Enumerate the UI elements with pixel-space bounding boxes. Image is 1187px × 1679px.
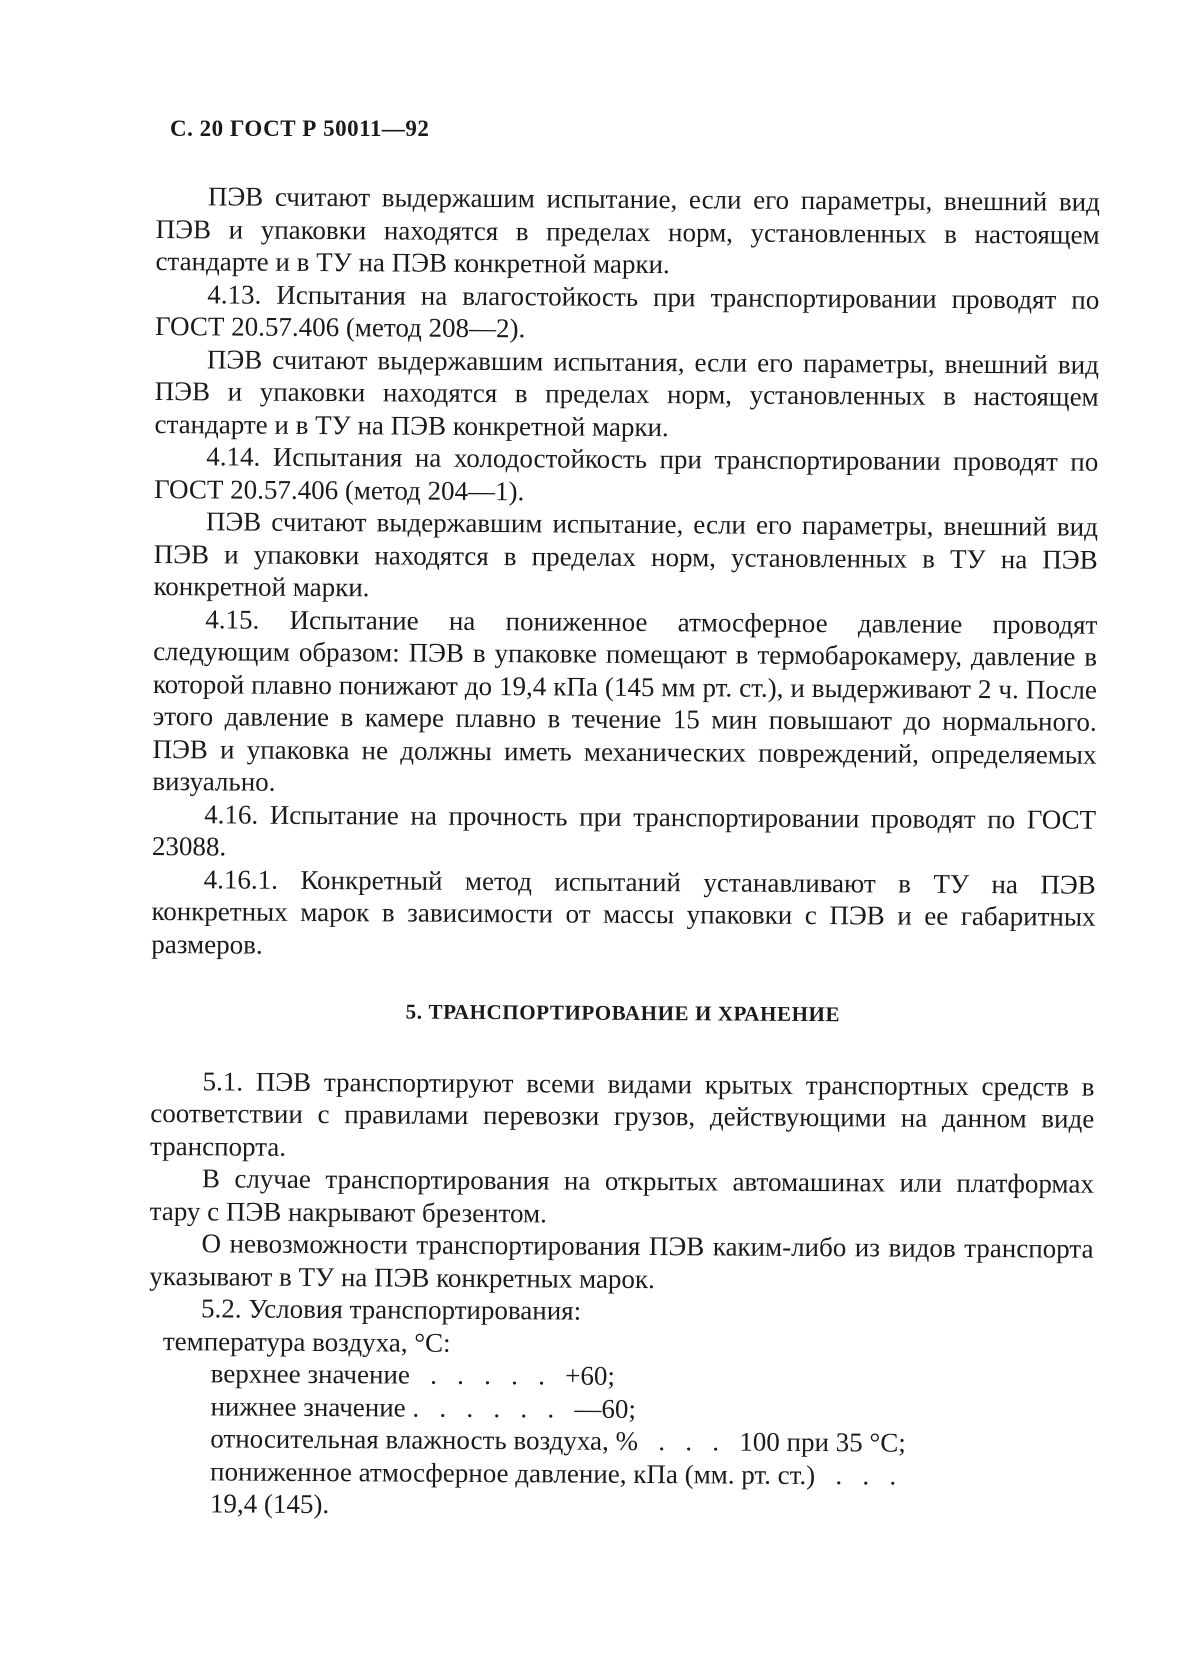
paragraph-4-15: 4.15. Испытание на пониженное атмосферное давление проводят следующим образом: ПЭВ в упаковке помещают в термобарокамеру, давление в которой плавно понижают до 19,4 кПа (145 мм рт. ст.), и выдерживают 2 ч. После этого давление в камере плавно в течение 15 мин повышают до нормального. ПЭВ и упаковка не должны иметь механических повреждений, определяемых визуально. (152, 603, 1098, 797)
upper-temperature-label: верхнее значение . . . . . (210, 1358, 566, 1391)
lower-temperature-value: —60; (574, 1393, 637, 1424)
pressure-value: 19,4 (145). (209, 1488, 330, 1520)
humidity-label: относительная влажность воздуха, % . . . (210, 1423, 740, 1457)
paragraph-5-1-impossible: О невозможности транспортирования ПЭВ каким-либо из видов транспорта указывают в ТУ на ПЭВ конкретных марок. (149, 1228, 1094, 1294)
paragraph-4-13: 4.13. Испытания на влагостойкость при транспортировании проводят по ГОСТ 20.57.406 (метод 208—2). (155, 278, 1100, 344)
page-header: С. 20 ГОСТ Р 50011—92 (170, 116, 430, 141)
temperature-label: температура воздуха, °С: (162, 1325, 451, 1358)
paragraph-4-14-result: ПЭВ считают выдержавшим испытание, если его параметры, внешний вид ПЭВ и упаковки находятся в пределах норм, установленных в ТУ на ПЭВ конкретной марки. (153, 506, 1098, 603)
lower-temperature-label: нижнее значение . . . . . . (210, 1390, 575, 1424)
upper-temperature-value: +60; (565, 1360, 615, 1391)
humidity-row (210, 1422, 1092, 1460)
paragraph-4-14: 4.14. Испытания на холодостойкость при транспортировании проводят по ГОСТ 20.57.406 (метод 204—1). (154, 441, 1099, 506)
paragraph-4-16: 4.16. Испытание на прочность при транспортировании проводят по ГОСТ 23088. (151, 798, 1097, 862)
paragraph-5-1-open: В случае транспортирования на открытых автомашинах или платформах тару с ПЭВ накрывают брезентом. (149, 1163, 1094, 1228)
paragraph-4-13-result: ПЭВ считают выдержавшим испытания, если его параметры, внешний вид ПЭВ и упаковки находятся в пределах норм, установленных в настоящем стандарте и в ТУ на ПЭВ конкретной марки. (154, 343, 1099, 442)
humidity-value: 100 при 35 °С; (739, 1426, 906, 1458)
section-title: 5. ТРАНСПОРТИРОВАНИЕ И ХРАНЕНИЕ (405, 999, 841, 1027)
page-body (148, 180, 1100, 1525)
conditions-title: 5.2. Условия транспортирования: (201, 1293, 582, 1326)
lower-temperature-row (210, 1390, 1092, 1428)
pressure-label: пониженное атмосферное давление, кПа (мм. рт. ст.) . . . (210, 1455, 897, 1491)
paragraph-4-16-1: 4.16.1. Конкретный метод испытаний устанавливают в ТУ на ПЭВ конкретных марок в зависимости от массы упаковки с ПЭВ и ее габаритных размеров. (151, 863, 1096, 960)
pressure-row (210, 1455, 1092, 1493)
paragraph-5-1: 5.1. ПЭВ транспортируют всеми видами крытых транспортных средств в соответствии с правилами перевозки грузов, действующими на данном виде транспорта. (150, 1065, 1095, 1162)
upper-temperature-row (211, 1357, 1093, 1395)
paragraph-4-12-result: ПЭВ считают выдержашим испытание, если его параметры, внешний вид ПЭВ и упаковки находятся в пределах норм, установленных в настоящем стандарте и в ТУ на ПЭВ конкретной марки. (155, 181, 1100, 280)
